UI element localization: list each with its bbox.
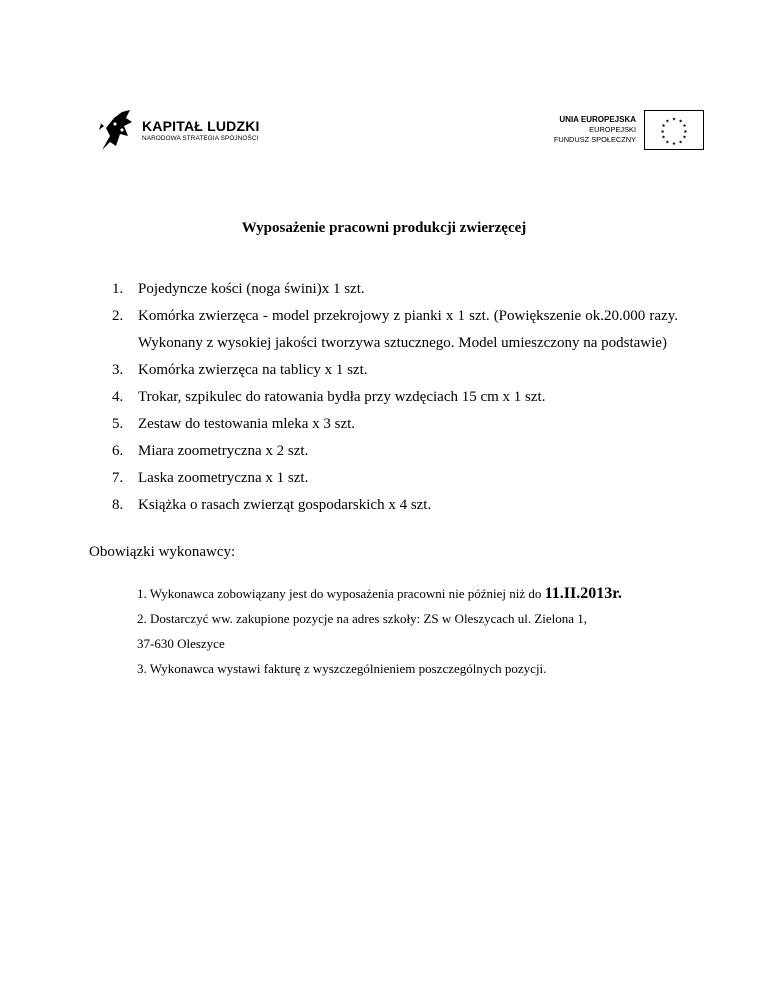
duty-item-2-line-1: 2. Dostarczyć ww. zakupione pozycje na adres szkoły: ZS w Oleszycach ul. Zielona 1, xyxy=(137,611,588,626)
list-item xyxy=(112,303,678,357)
list-item xyxy=(112,384,678,411)
kapital-ludzki-emblem-icon xyxy=(96,106,136,154)
svg-text:★: ★ xyxy=(665,140,670,146)
svg-text:★: ★ xyxy=(671,117,677,123)
list-item-text: Laska zoometryczna x 1 szt. xyxy=(138,470,309,486)
kapital-ludzki-logo xyxy=(96,106,260,154)
eu-logo xyxy=(554,110,704,150)
kapital-ludzki-subtitle: NARODOWA STRATEGIA SPÓJNOŚCI xyxy=(142,134,259,142)
list-item-text: Pojedyncze kości (noga świni)x 1 szt. xyxy=(138,281,365,297)
kapital-ludzki-title: KAPITAŁ LUDZKI xyxy=(142,117,260,134)
svg-text:★: ★ xyxy=(665,119,670,125)
list-item-number: 5. xyxy=(112,416,124,432)
eu-line-1: UNIA EUROPEJSKA xyxy=(559,115,636,124)
list-item-text: Trokar, szpikulec do ratowania bydła przy wzdęciach 15 cm x 1 szt. xyxy=(138,389,546,405)
eu-line-3: FUNDUSZ SPOŁECZNY xyxy=(553,135,636,144)
eu-flag-icon xyxy=(644,110,704,150)
svg-text:★: ★ xyxy=(671,142,677,148)
list-item-text: Komórka zwierzęca - model przekrojowy z pianki x 1 szt. (Powiększenie ok.20.000 razy. Wykonany z wysokiej jakości tworzywa sztucznego. Model umieszczony na podstawie) xyxy=(138,308,678,351)
svg-text:★: ★ xyxy=(661,135,666,141)
svg-text:★: ★ xyxy=(660,129,665,135)
list-item-number: 3. xyxy=(112,362,124,378)
duty-item-3: 3. Wykonawca wystawi fakturę z wyszczególnieniem poszczególnych pozycji. xyxy=(137,661,547,676)
duties-heading: Obowiązki wykonawcy: xyxy=(89,544,236,560)
svg-text:★: ★ xyxy=(678,140,683,146)
deadline-date: 11.II.2013r. xyxy=(544,585,622,602)
list-item-text: Zestaw do testowania mleka x 3 szt. xyxy=(138,416,356,432)
list-item xyxy=(112,357,678,384)
list-item-number: 8. xyxy=(112,497,124,513)
list-item xyxy=(112,438,678,465)
list-item-number: 2. xyxy=(112,308,124,324)
list-item-text: Miara zoometryczna x 2 szt. xyxy=(138,443,309,459)
svg-text:★: ★ xyxy=(682,135,687,141)
duty-item-1 xyxy=(137,581,697,606)
svg-text:★: ★ xyxy=(678,119,683,125)
list-item-text: Komórka zwierzęca na tablicy x 1 szt. xyxy=(138,362,368,378)
svg-text:★: ★ xyxy=(683,129,688,135)
duties-list xyxy=(137,581,697,681)
svg-text:★: ★ xyxy=(661,124,666,130)
list-item-number: 6. xyxy=(112,443,124,459)
list-item-number: 4. xyxy=(112,389,124,405)
list-item-number: 7. xyxy=(112,470,124,486)
list-item xyxy=(112,411,678,438)
document-title: Wyposażenie pracowni produkcji zwierzęcej xyxy=(241,220,527,236)
svg-text:★: ★ xyxy=(682,124,687,130)
eu-line-2: EUROPEJSKI xyxy=(589,125,636,134)
list-item-number: 1. xyxy=(112,281,124,297)
duty-1-text: 1. Wykonawca zobowiązany jest do wyposażenia pracowni nie później niż do xyxy=(137,586,545,601)
list-item xyxy=(112,465,678,492)
equipment-list xyxy=(112,276,678,519)
list-item xyxy=(112,492,678,519)
list-item-text: Książka o rasach zwierząt gospodarskich x 4 szt. xyxy=(138,497,432,513)
list-item xyxy=(112,276,678,303)
duty-item-2-line-2: 37-630 Oleszyce xyxy=(137,636,225,651)
